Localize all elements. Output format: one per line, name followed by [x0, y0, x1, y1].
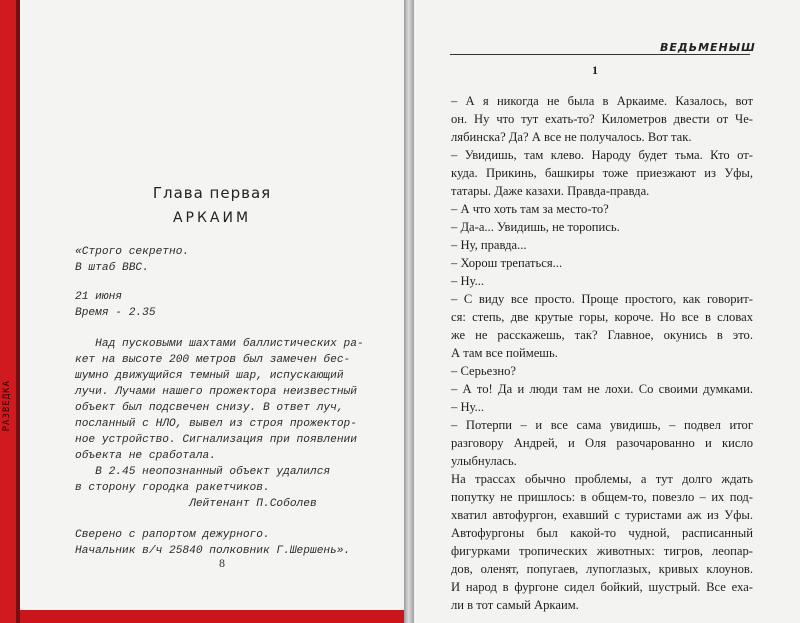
text-line: лябинска? Да? А все не получалось. Вот так.: [451, 130, 692, 144]
text-line: он. Ну что тут ехать-то? Километров двести от Че-: [451, 112, 753, 126]
text-line: же не расскажешь, так? Главное, окунись в это.: [451, 328, 753, 342]
doc-line: объекта не сработала.: [75, 450, 216, 462]
text-line: – Ну...: [451, 274, 485, 288]
text-line: – А я никогда не была в Аркаиме. Казалось, вот: [451, 94, 753, 108]
doc-line: В штаб ВВС.: [75, 262, 149, 274]
text-line: – Потерпи – и все сама увидишь, – подвел итог: [451, 418, 753, 432]
text-line: разговору Андрей, и Оля разочарованно и кисло: [451, 436, 753, 450]
doc-line: лучи. Лучами нашего прожектора неизвестный: [75, 386, 357, 398]
text-line: – Увидишь, там клево. Народу будет тьма. Кто от-: [451, 148, 753, 162]
doc-line: в сторону городка ракетчиков.: [75, 482, 270, 494]
doc-line: Время - 2.35: [75, 307, 156, 319]
running-header: ВЕДЬМЕНЫШ: [660, 41, 756, 54]
doc-line: Сверено с рапортом дежурного.: [75, 529, 270, 541]
book-gutter: [404, 0, 414, 623]
chapter-label: Глава первая: [152, 184, 272, 202]
text-line: фигурками тропических животных: тигров, леопар-: [451, 544, 753, 558]
doc-line: В 2.45 неопознанный объект удалился: [75, 466, 331, 478]
doc-signature: Лейтенант П.Соболев: [75, 498, 317, 510]
cover-edge: [20, 610, 404, 623]
page-number-left: 8: [219, 556, 225, 570]
doc-line: ное устройство. Сигнализация при появлении: [75, 434, 357, 446]
text-line: – Да-а... Увидишь, не торопись.: [451, 220, 620, 234]
text-line: А там все поймешь.: [451, 346, 558, 360]
text-line: На трассах обычно проблемы, а тут долго ждать: [451, 472, 753, 486]
text-line: ли в тот самый Аркаим.: [451, 598, 579, 612]
text-line: улыбнулась.: [451, 454, 517, 468]
doc-line: посланный с НЛО, вывел из строя прожектор-: [75, 418, 357, 430]
text-line: – Ну, правда...: [451, 238, 527, 252]
text-line: – А что хоть там за место-то?: [451, 202, 609, 216]
doc-line: Начальник в/ч 25840 полковник Г.Шершень».: [75, 545, 351, 557]
chapter-name: АРКАИМ: [172, 210, 252, 226]
text-line: куда. Прикинь, башкиры тоже приезжают из Уфы,: [451, 166, 753, 180]
doc-line: «Строго секретно.: [75, 246, 190, 258]
text-line: дов, оленят, попугаев, лупоглазых, кривых клоунов.: [451, 562, 753, 576]
spine-text: РАЗВЕДКА: [2, 380, 12, 432]
text-line: ся: степь, две крутые горы, короче. Но все в словах: [451, 310, 753, 324]
text-line: И народ в фургоне сидел бойкий, шустрый. Все еха-: [451, 580, 753, 594]
text-line: – Серьезно?: [451, 364, 516, 378]
text-line: – А то! Да и люди там не лохи. Со своими думками.: [451, 382, 753, 396]
doc-line: шумно движущийся темный шар, испускающий: [75, 370, 344, 382]
doc-line: 21 июня: [75, 291, 122, 303]
text-line: хватил автофургон, ехавший с туристами аж из Уфы.: [451, 508, 753, 522]
doc-line: Над пусковыми шахтами баллистических ра-: [75, 338, 364, 350]
chapter-number: 1: [592, 63, 598, 77]
text-line: – Хорош трепаться...: [451, 256, 563, 270]
doc-line: объект был подсвечен снизу. В ответ луч,: [75, 402, 344, 414]
header-rule: [450, 54, 750, 55]
text-line: – Ну...: [451, 400, 485, 414]
book-spine-edge: [0, 0, 16, 623]
text-line: – С виду все просто. Проще простого, как говорит-: [451, 292, 753, 306]
text-line: Автофургоны был какой-то чудной, расписанный: [451, 526, 753, 540]
text-line: татары. Даже казахи. Правда-правда.: [451, 184, 650, 198]
doc-line: кет на высоте 200 метров был замечен бес-: [75, 354, 351, 366]
text-line: попутку не пришлось: в общем-то, повезло – их под-: [451, 490, 753, 504]
